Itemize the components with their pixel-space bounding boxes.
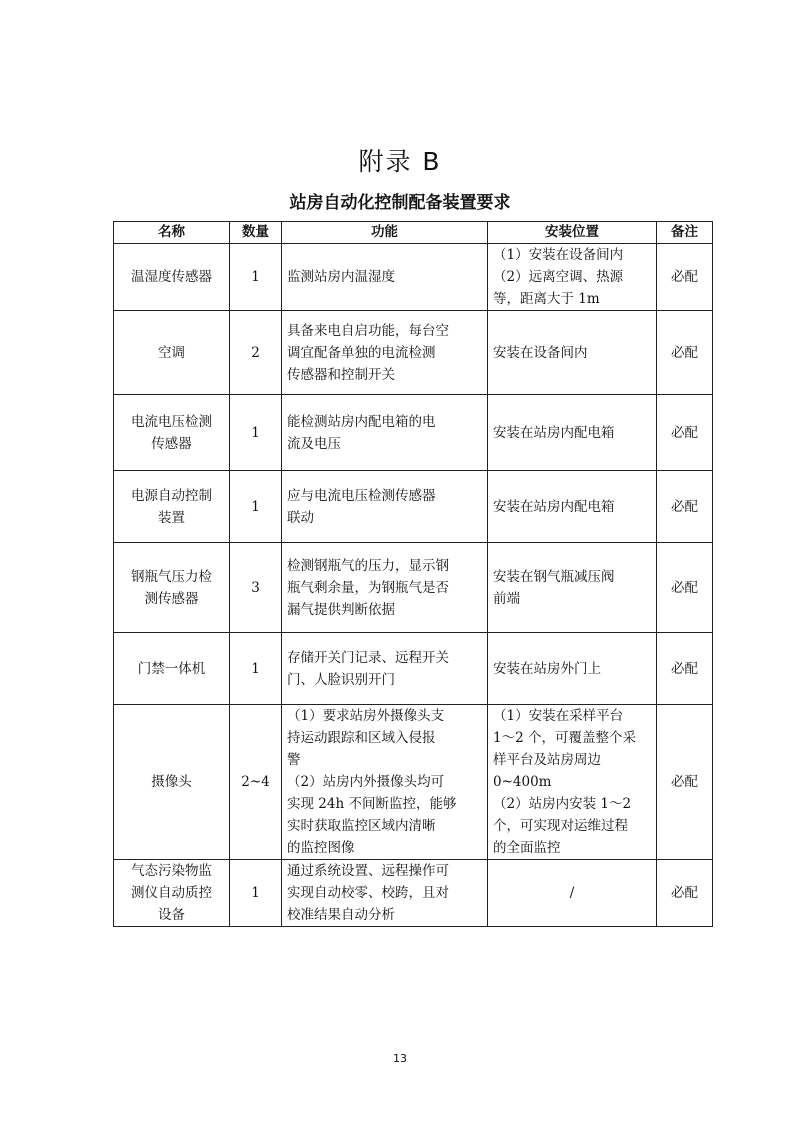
cell-name	[114, 244, 230, 311]
cell-name-line: 测传感器	[144, 590, 199, 607]
page-number: 13	[393, 1052, 407, 1065]
cell-location-line: （2）远离空调、热源	[493, 269, 624, 285]
cell-function-line: 持运动跟踪和区域入侵报	[287, 730, 436, 746]
table-row	[114, 860, 713, 927]
cell-note: 必配	[657, 705, 713, 860]
header-name: 名称	[114, 222, 230, 244]
cell-function-line: 检测钢瓶气的压力，显示钢	[287, 557, 449, 574]
table-row	[114, 311, 713, 395]
table-row	[114, 244, 713, 311]
cell-name-line: 门禁一体机	[137, 660, 206, 677]
cell-location-line: 安装在设备间内	[493, 344, 588, 361]
cell-name	[114, 471, 230, 543]
cell-location-line: 1～2 个，可覆盖整个采	[493, 730, 636, 746]
cell-function-line: 联动	[287, 509, 314, 526]
cell-function-line: 传感器和控制开关	[287, 366, 395, 383]
cell-name-line: 测仪自动质控	[131, 885, 212, 901]
table-row	[114, 471, 713, 543]
table-header-row	[114, 222, 713, 244]
cell-function-line: 瓶气剩余量，为钢瓶气是否	[287, 579, 449, 596]
cell-function-line: （2）站房内外摄像头均可	[287, 774, 445, 790]
cell-qty: 3	[230, 543, 282, 633]
table-title: 站房自动化控制配备装置要求	[289, 193, 511, 213]
cell-function-line: 具备来电自启功能，每台空	[287, 322, 449, 339]
cell-function	[282, 471, 488, 543]
cell-function-line: 监测站房内温湿度	[287, 269, 395, 285]
cell-function	[282, 311, 488, 395]
cell-function-line: 通过系统设置、远程操作可	[287, 863, 449, 879]
cell-name-line: 气态污染物监	[131, 863, 212, 879]
cell-location-line: （1）安装在采样平台	[493, 708, 624, 724]
cell-location-line: （1）安装在设备间内	[493, 247, 624, 263]
cell-location-line: 0~400m	[493, 774, 552, 790]
cell-qty: 1	[230, 860, 282, 927]
cell-name	[114, 311, 230, 395]
cell-function	[282, 395, 488, 471]
cell-function-line: 应与电流电压检测传感器	[287, 487, 436, 504]
requirements-table	[113, 221, 713, 927]
cell-name-line: 装置	[158, 509, 185, 526]
appendix-title: 附录 B	[358, 147, 442, 176]
table-row	[114, 543, 713, 633]
cell-name	[114, 705, 230, 860]
table-body	[114, 244, 713, 927]
table-row	[114, 705, 713, 860]
cell-name	[114, 860, 230, 927]
cell-location-line: 安装在钢气瓶减压阀	[493, 568, 615, 585]
cell-location-line: 安装在站房内配电箱	[493, 424, 615, 441]
cell-qty: 2	[230, 311, 282, 395]
table-row	[114, 633, 713, 705]
cell-function-line: 存储开关门记录、远程开关	[287, 649, 449, 666]
cell-note: 必配	[657, 395, 713, 471]
cell-name	[114, 633, 230, 705]
cell-name-line: 电流电压检测	[131, 413, 212, 430]
header-qty: 数量	[230, 222, 282, 244]
cell-function-line: （1）要求站房外摄像头支	[287, 708, 445, 724]
cell-note: 必配	[657, 311, 713, 395]
cell-location-line: /	[569, 885, 575, 901]
cell-function	[282, 860, 488, 927]
cell-function-line: 流及电压	[287, 435, 341, 452]
cell-location	[488, 244, 657, 311]
cell-qty: 1	[230, 633, 282, 705]
cell-qty: 2~4	[230, 705, 282, 860]
header-function: 功能	[282, 222, 488, 244]
cell-function-line: 门、人脸识别开门	[287, 671, 395, 688]
cell-function-line: 能检测站房内配电箱的电	[287, 413, 436, 430]
cell-function-line: 实现 24h 不间断监控，能够	[287, 796, 457, 812]
cell-name	[114, 543, 230, 633]
cell-location-line: 等，距离大于 1m	[493, 291, 600, 307]
cell-function	[282, 543, 488, 633]
cell-name-line: 电源自动控制	[131, 487, 212, 504]
cell-qty: 1	[230, 395, 282, 471]
header-location: 安装位置	[488, 222, 657, 244]
cell-location-line: 样平台及站房周边	[493, 752, 601, 768]
cell-function-line: 漏气提供判断依据	[287, 601, 395, 618]
cell-function	[282, 244, 488, 311]
cell-function-line: 实现自动校零、校跨，且对	[287, 885, 449, 901]
cell-location-line: 安装在站房内配电箱	[493, 498, 615, 515]
cell-location	[488, 311, 657, 395]
cell-location-line: 个，可实现对运维过程	[493, 818, 628, 834]
cell-note: 必配	[657, 471, 713, 543]
cell-name-line: 钢瓶气压力检	[131, 568, 212, 585]
cell-note: 必配	[657, 860, 713, 927]
cell-note: 必配	[657, 543, 713, 633]
table-row	[114, 395, 713, 471]
cell-name-line: 传感器	[151, 435, 192, 452]
cell-location	[488, 395, 657, 471]
cell-location	[488, 860, 657, 927]
cell-qty: 1	[230, 471, 282, 543]
cell-location	[488, 543, 657, 633]
cell-function-line: 警	[287, 752, 301, 768]
cell-function-line: 实时获取监控区域内清晰	[287, 818, 436, 834]
cell-function	[282, 705, 488, 860]
cell-note: 必配	[657, 244, 713, 311]
cell-location	[488, 633, 657, 705]
cell-qty: 1	[230, 244, 282, 311]
cell-name-line: 温湿度传感器	[131, 269, 212, 285]
cell-location	[488, 705, 657, 860]
cell-function-line: 的监控图像	[287, 840, 355, 856]
cell-function	[282, 633, 488, 705]
cell-location-line: 前端	[493, 590, 520, 607]
cell-name-line: 摄像头	[151, 774, 192, 790]
cell-location-line: 安装在站房外门上	[493, 660, 601, 677]
cell-location-line: 的全面监控	[493, 840, 561, 856]
cell-location-line: （2）站房内安装 1～2	[493, 796, 632, 812]
cell-location	[488, 471, 657, 543]
cell-function-line: 校准结果自动分析	[287, 907, 395, 923]
cell-name-line: 设备	[158, 907, 185, 923]
cell-function-line: 调宜配备单独的电流检测	[287, 344, 436, 361]
cell-name	[114, 395, 230, 471]
header-note: 备注	[657, 222, 713, 244]
cell-note: 必配	[657, 633, 713, 705]
cell-name-line: 空调	[158, 344, 185, 361]
